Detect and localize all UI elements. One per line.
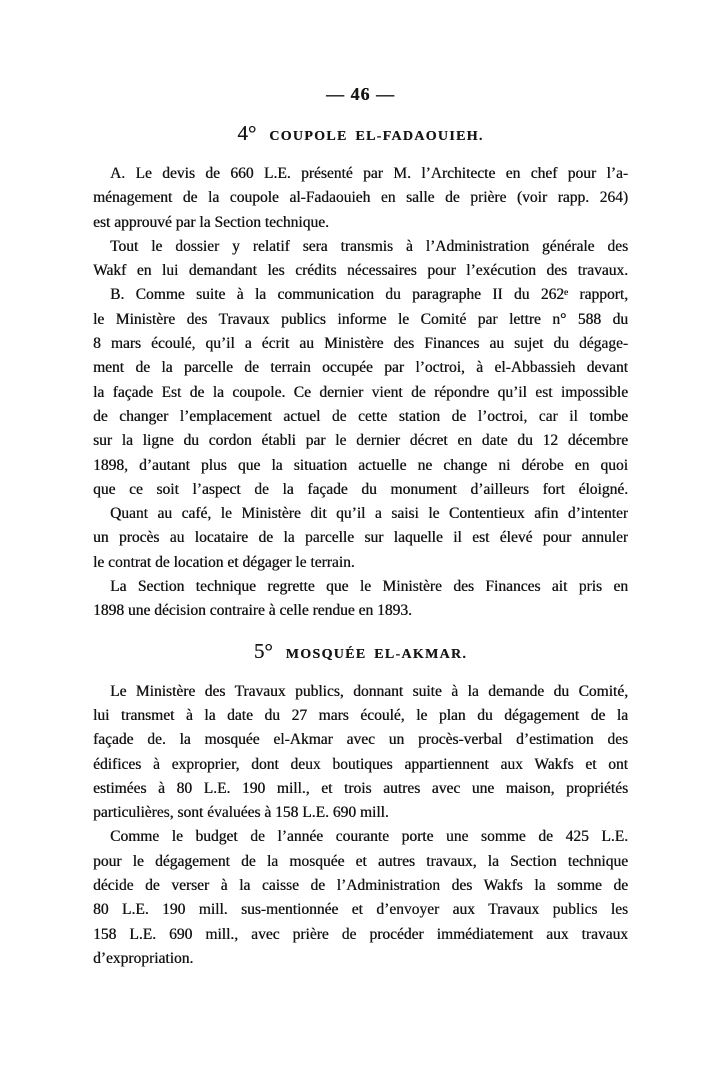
text-line: ment de la parcelle de terrain occupée par l’octroi, à el-Abbassieh devant (93, 359, 628, 377)
paragraph (93, 825, 628, 971)
section-body (93, 680, 628, 972)
text-line: ménagement de la coupole al-Fadaouieh en salle de prière (voir rapp. 264) (93, 189, 628, 207)
text-line: pour le dégagement de la mosquée et autres travaux, la Section technique (93, 852, 628, 870)
text-line: Le Ministère des Travaux publics, donnant suite à la demande du Comité, (110, 682, 628, 700)
text-line: 1898 une décision contraire à celle rendue en 1893. (93, 602, 412, 620)
text-line: de changer l’emplacement actuel de cette station de l’octroi, car il tombe (93, 407, 628, 425)
text-line: édifices à exproprier, dont deux boutiques appartiennent aux Wakfs et ont (93, 755, 628, 773)
section-number: 4° (237, 121, 257, 145)
paragraph (93, 680, 628, 826)
text-line: décide de verser à la caisse de l’Administration des Wakfs la somme de (93, 877, 628, 895)
section-body (93, 162, 628, 624)
text-line: façade de. la mosquée el-Akmar avec un procès-verbal d’estimation des (93, 731, 628, 749)
text-line: estimées à 80 L.E. 190 mill., et trois autres avec une maison, propriétés (93, 779, 628, 797)
text-line: particulières, sont évaluées à 158 L.E. 690 mill. (93, 804, 389, 822)
section-number: 5° (253, 638, 273, 663)
text-line: le Ministère des Travaux publics informe le Comité par lettre n° 588 du (93, 310, 628, 328)
section-title: COUPOLE EL-FADAOUIEH. (269, 129, 484, 144)
text-line: A. Le devis de 660 L.E. présenté par M. l’Architecte en chef pour l’a- (110, 165, 628, 182)
text-line: le contrat de location et dégager le terrain. (93, 553, 355, 571)
paragraph (93, 283, 628, 502)
text-line: Tout le dossier y relatif sera transmis à l’Administration générale des (110, 237, 628, 255)
paragraph (93, 575, 628, 624)
paragraph (93, 235, 628, 284)
text-line: la façade Est de la coupole. Ce dernier vient de répondre qu’il est impossible (93, 383, 628, 401)
page-number: — 46 — (326, 84, 395, 104)
text-line: 80 L.E. 190 mill. sus-mentionnée et d’envoyer aux Travaux publics les (93, 901, 628, 919)
text-line: 1898, d’autant plus que la situation actuelle ne change ni dérobe en quoi (93, 456, 628, 474)
text-line: lui transmet à la date du 27 mars écoulé, le plan du dégagement de la (93, 706, 628, 724)
text-line: 8 mars écoulé, qu’il a écrit au Ministère des Finances au sujet du dégage- (93, 335, 628, 353)
section-heading (93, 638, 628, 668)
text-line: d’expropriation. (93, 949, 194, 967)
text-line: 158 L.E. 690 mill., avec prière de procéder immédiatement aux travaux (93, 925, 628, 943)
text-line: Wakf en lui demandant les crédits nécessaires pour l’exécution des travaux. (93, 262, 628, 280)
text-line: que ce soit l’aspect de la façade du monument d’ailleurs fort éloigné. (93, 480, 628, 498)
paragraph (93, 502, 628, 575)
section-coupole-el-fadaouieh (93, 120, 628, 624)
section-heading (93, 120, 628, 150)
section-mosquee-el-akmar (93, 638, 628, 972)
paragraph (93, 162, 628, 235)
text-line: La Section technique regrette que le Ministère des Finances ait pris en (110, 578, 628, 596)
text-line: un procès au locataire de la parcelle sur laquelle il est élevé pour annuler (93, 529, 628, 547)
text-line: sur la ligne du cordon établi par le dernier décret en date du 12 décembre (93, 432, 628, 450)
text-line: est approuvé par la Section technique. (93, 213, 329, 231)
text-line: B. Comme suite à la communication du paragraphe II du 262ᵉ rapport, (110, 286, 628, 304)
section-title: MOSQUÉE EL-AKMAR. (285, 646, 468, 662)
text-line: Comme le budget de l’année courante porte une somme de 425 L.E. (110, 828, 628, 846)
text-line: Quant au café, le Ministère dit qu’il a saisi le Contentieux afin d’intenter (110, 505, 628, 523)
